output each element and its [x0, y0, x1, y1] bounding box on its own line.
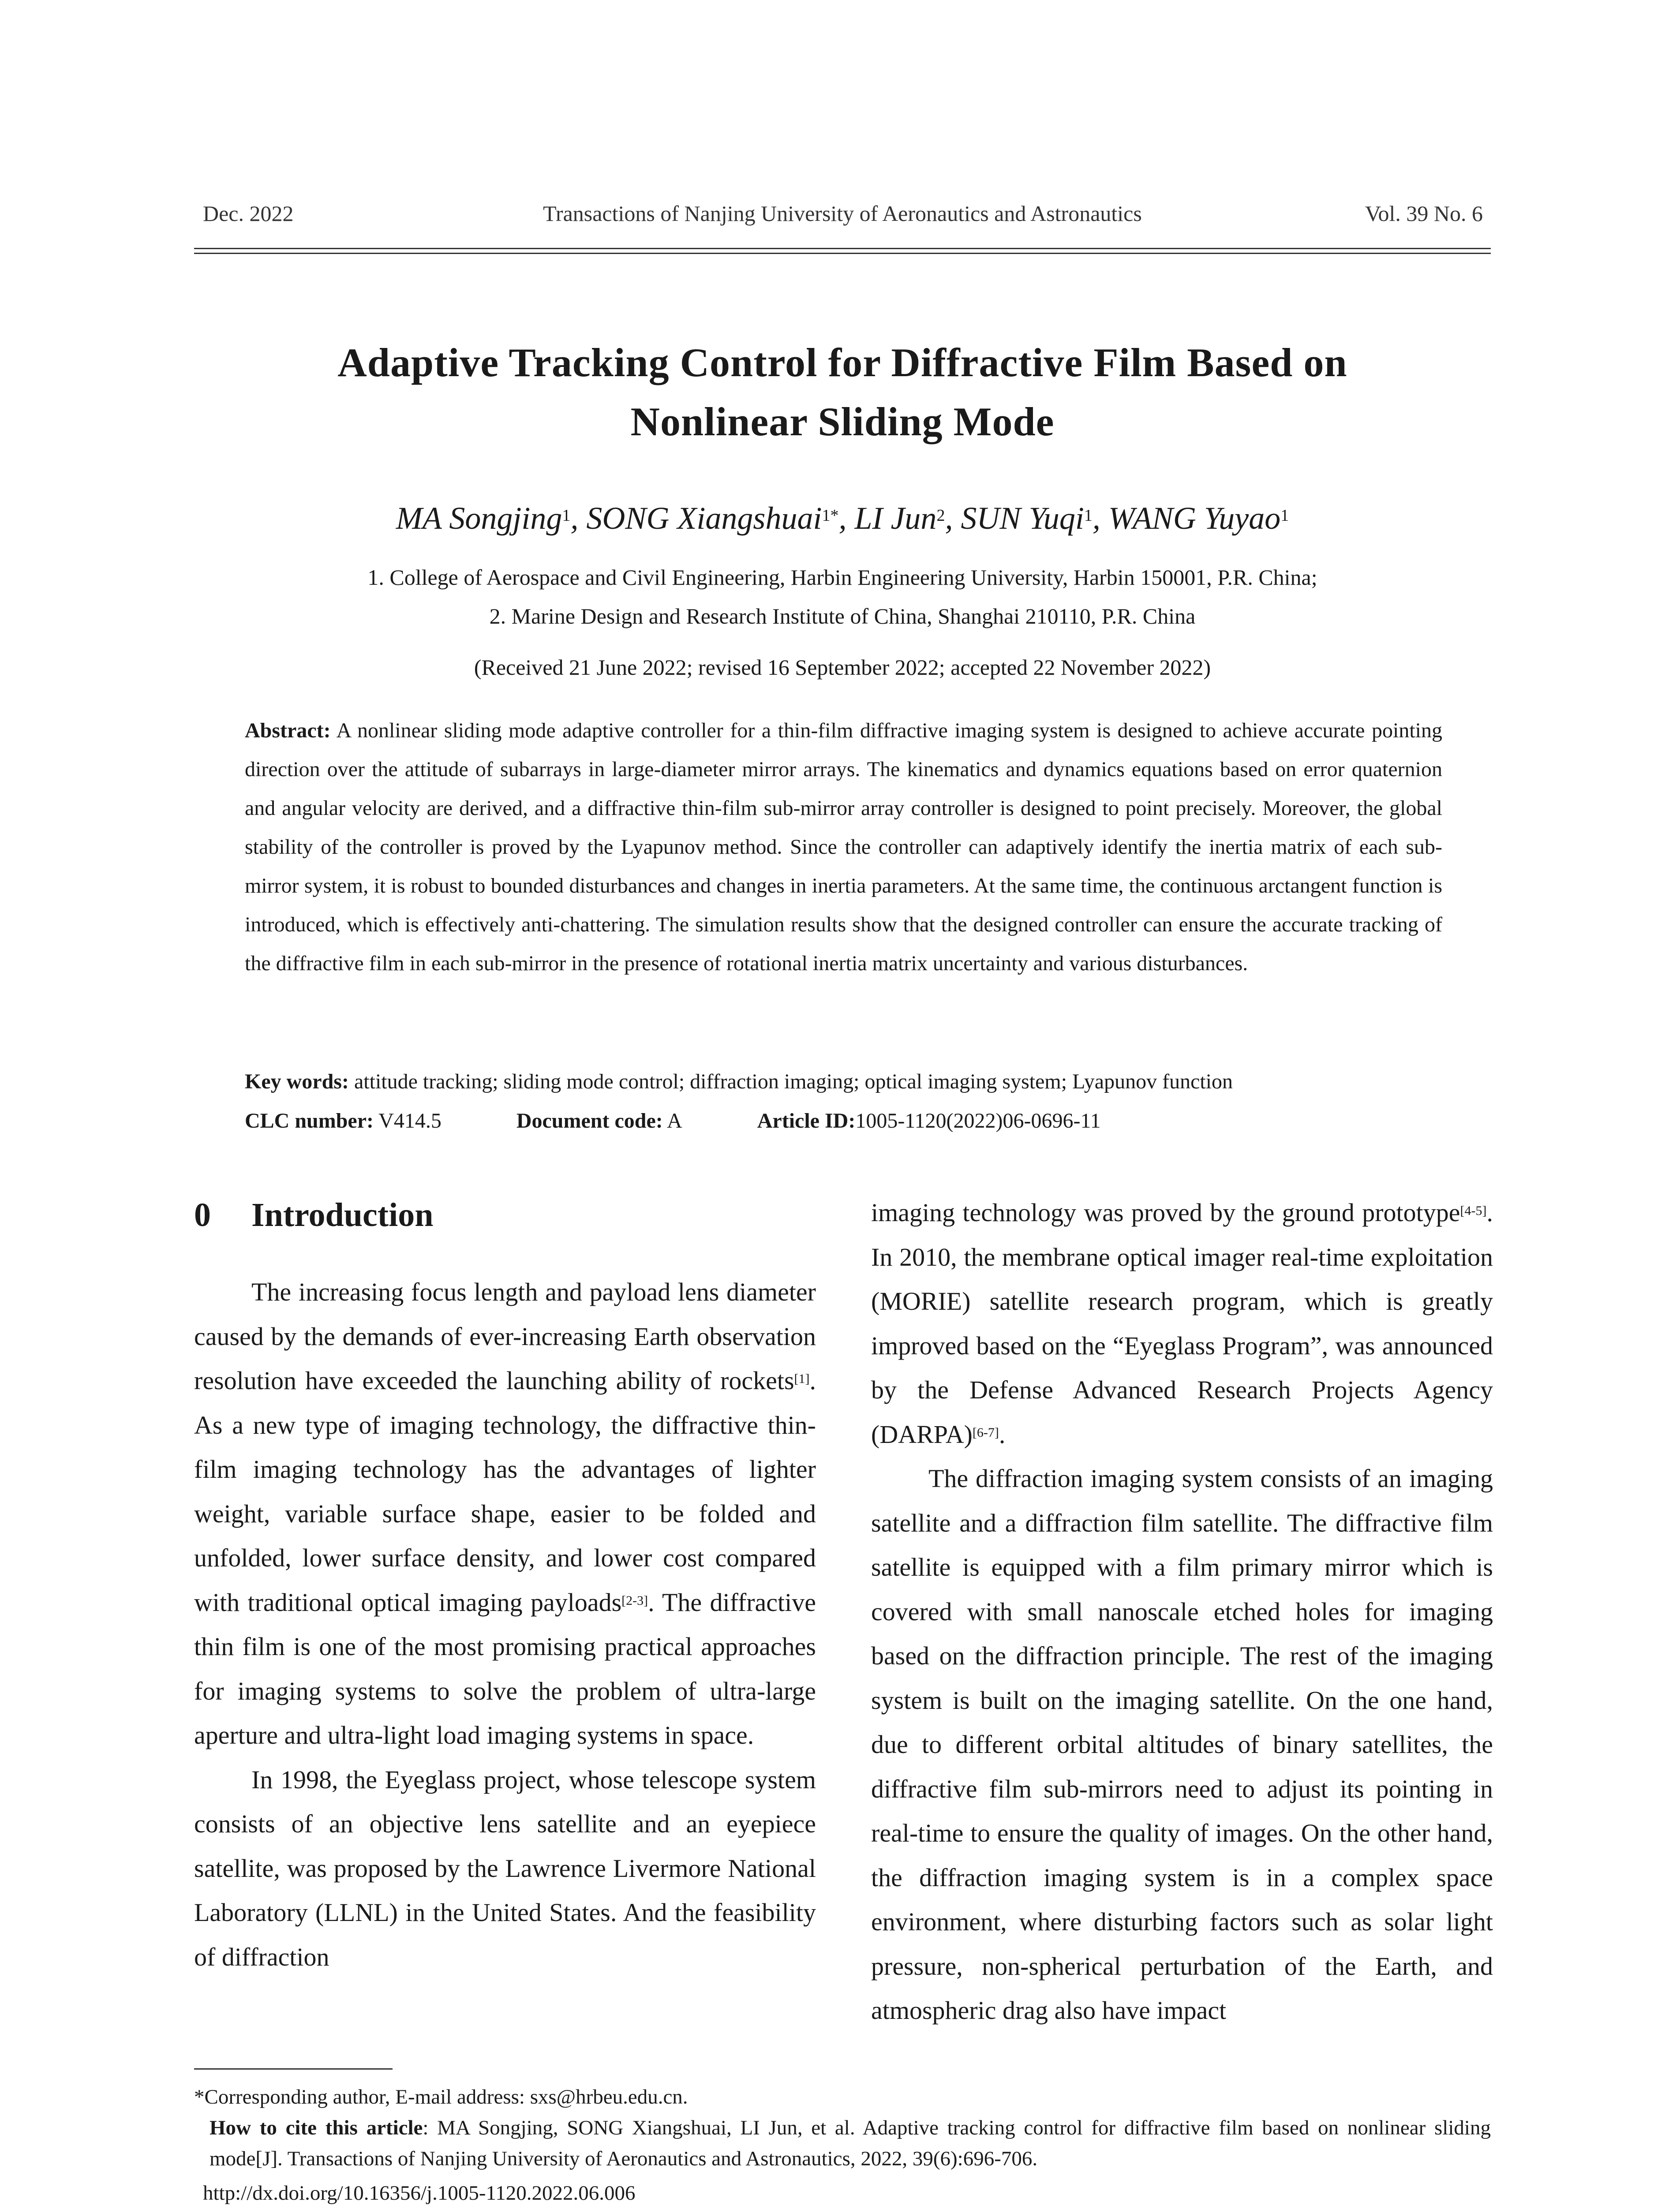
- citation-label: How to cite this article: [210, 2116, 423, 2139]
- author-list: [194, 496, 1491, 540]
- title-line-2: Nonlinear Sliding Mode: [630, 399, 1055, 444]
- abstract: [245, 711, 1442, 983]
- doi-link[interactable]: http://dx.doi.org/10.16356/j.1005-1120.2022.06.006: [203, 2182, 636, 2205]
- abstract-text: A nonlinear sliding mode adaptive controller for a thin-film diffractive imaging system is designed to achieve accurate pointing direction over the attitude of subarrays in large-diameter mirror arrays. The kinematics and dynamics equations based on error quaternion and angular velocity are derived, and a diffractive thin-film sub-mirror array controller is designed to point precisely. Moreover, the global stability of the controller is proved by the Lyapunov method. Since the controller can adaptively identify the inertia matrix of each sub-mirror system, it is robust to bounded disturbances and changes in inertia parameters. At the same time, the continuous arctangent function is introduced, which is effectively anti-chattering. The simulation results show that the designed controller can ensure the accurate tracking of the diffractive film in each sub-mirror in the presence of rotational inertia matrix uncertainty and various disturbances.: [245, 719, 1442, 975]
- author-affil: 1*: [822, 506, 839, 525]
- affiliation-2: 2. Marine Design and Research Institute of China, Shanghai 210110, P.R. China: [489, 604, 1196, 628]
- author-name: LI Jun: [854, 501, 937, 536]
- clc-value: V414.5: [374, 1109, 442, 1132]
- author-name: SUN Yuqi: [961, 501, 1084, 536]
- keywords-label: Key words:: [245, 1070, 349, 1093]
- paragraph: The increasing focus length and payload lens diameter caused by the demands of ever-increasing Earth observation resolution have exceeded the launching ability of rockets[1]. As a new type of imaging technology, the diffractive thin-film imaging technology has the advantages of lighter weight, variable surface shape, easier to be folded and unfolded, lower surface density, and lower cost compared with traditional optical imaging payloads[2-3]. The diffractive thin film is one of the most promising practical approaches for imaging systems to solve the problem of ultra-large aperture and ultra-light load imaging systems in space.: [194, 1278, 816, 1749]
- author-3: LI Jun$^2$,: [854, 501, 961, 536]
- header-journal: Transactions of Nanjing University of Aeronautics and Astronautics: [543, 201, 1142, 226]
- header-rule-top: [194, 248, 1491, 249]
- paragraph: In 1998, the Eyeglass project, whose telescope system consists of an objective lens satellite and an eyepiece satellite, was proposed by the Lawrence Livermore National Laboratory (LLNL) in the United States. And the feasibility of diffraction: [194, 1765, 816, 1971]
- footnote-rule: [194, 2068, 393, 2070]
- section-number: 0: [194, 1196, 211, 1233]
- author-affil: 1: [562, 506, 571, 525]
- author-affil: 1: [1280, 506, 1289, 525]
- keywords: [245, 1066, 1442, 1097]
- article-id-label: Article ID:: [757, 1109, 856, 1132]
- doc-code-label: Document code:: [516, 1109, 663, 1132]
- author-2: SONG Xiangshuai$^{1*}$,: [586, 501, 855, 536]
- article-id-value: 1005-1120(2022)06-0696-11: [855, 1109, 1101, 1132]
- classification-line: [245, 1106, 1442, 1136]
- citation-note: [194, 2112, 1491, 2174]
- author-name: SONG Xiangshuai: [586, 501, 822, 536]
- paragraph: imaging technology was proved by the ground prototype[4-5]. In 2010, the membrane optical imager real-time exploitation (MORIE) satellite research program, which is greatly improved based on the “Eyeglass Program”, was announced by the Defense Advanced Research Projects Agency (DARPA)[6-7].: [871, 1198, 1493, 1449]
- citation-ref[interactable]: [1]: [794, 1372, 810, 1386]
- author-name: WANG Yuyao: [1108, 501, 1281, 536]
- citation-ref[interactable]: [4-5]: [1460, 1203, 1487, 1218]
- citation-ref[interactable]: [6-7]: [972, 1425, 999, 1440]
- affiliations: [194, 558, 1491, 635]
- citation-ref[interactable]: [2-3]: [621, 1593, 648, 1608]
- abstract-label: Abstract:: [245, 719, 331, 742]
- affiliation-1: 1. College of Aerospace and Civil Engineering, Harbin Engineering University, Harbin 150001, P.R. China;: [367, 565, 1317, 590]
- footnotes: [194, 2082, 1491, 2205]
- paragraph: The diffraction imaging system consists of an imaging satellite and a diffraction film satellite. The diffractive film satellite is equipped with a film primary mirror which is covered with small nanoscale etched holes for imaging based on the diffraction principle. The rest of the imaging system is built on the imaging satellite. On the one hand, due to different orbital altitudes of binary satellites, the diffractive film sub-mirrors need to adjust its pointing in real-time to ensure the quality of images. On the other hand, the diffraction imaging system is in a complex space environment, where disturbing factors such as solar light pressure, non-spherical perturbation of the Earth, and atmospheric drag also have impact: [871, 1464, 1493, 2025]
- section-heading: [194, 1193, 433, 1237]
- keywords-text: attitude tracking; sliding mode control; diffraction imaging; optical imaging system; Lyapunov function: [348, 1070, 1233, 1093]
- header-date: Dec. 2022: [203, 201, 294, 226]
- right-column: [871, 1191, 1493, 2033]
- received-dates: (Received 21 June 2022; revised 16 September 2022; accepted 22 November 2022): [474, 655, 1211, 680]
- section-title: Introduction: [251, 1196, 434, 1233]
- running-header: [194, 201, 1491, 232]
- doc-code-value: A: [662, 1109, 682, 1132]
- corresponding-author-note: *Corresponding author, E-mail address: sxs@hrbeu.edu.cn.: [194, 2085, 688, 2108]
- paper-title: [194, 333, 1491, 451]
- author-affil: 1: [1084, 506, 1093, 525]
- author-affil: 2: [936, 506, 945, 525]
- header-rule-bottom: [194, 253, 1491, 254]
- left-column: [194, 1270, 816, 1979]
- author-5: [1108, 501, 1289, 536]
- clc-label: CLC number:: [245, 1109, 374, 1132]
- citation-text: : MA Songjing, SONG Xiangshuai, LI Jun, et al. Adaptive tracking control for diffractive film based on nonlinear sliding mode[J]. Transactions of Nanjing University of Aeronautics and Astronautics, 2022, 39(6):696-706.: [210, 2116, 1491, 2170]
- author-1: MA Songjing$^1$,: [396, 501, 587, 536]
- author-name: MA Songjing: [396, 501, 562, 536]
- title-line-1: Adaptive Tracking Control for Diffractive Film Based on: [337, 340, 1347, 385]
- author-4: SUN Yuqi$^1$,: [961, 501, 1108, 536]
- header-volume: Vol. 39 No. 6: [1365, 201, 1483, 226]
